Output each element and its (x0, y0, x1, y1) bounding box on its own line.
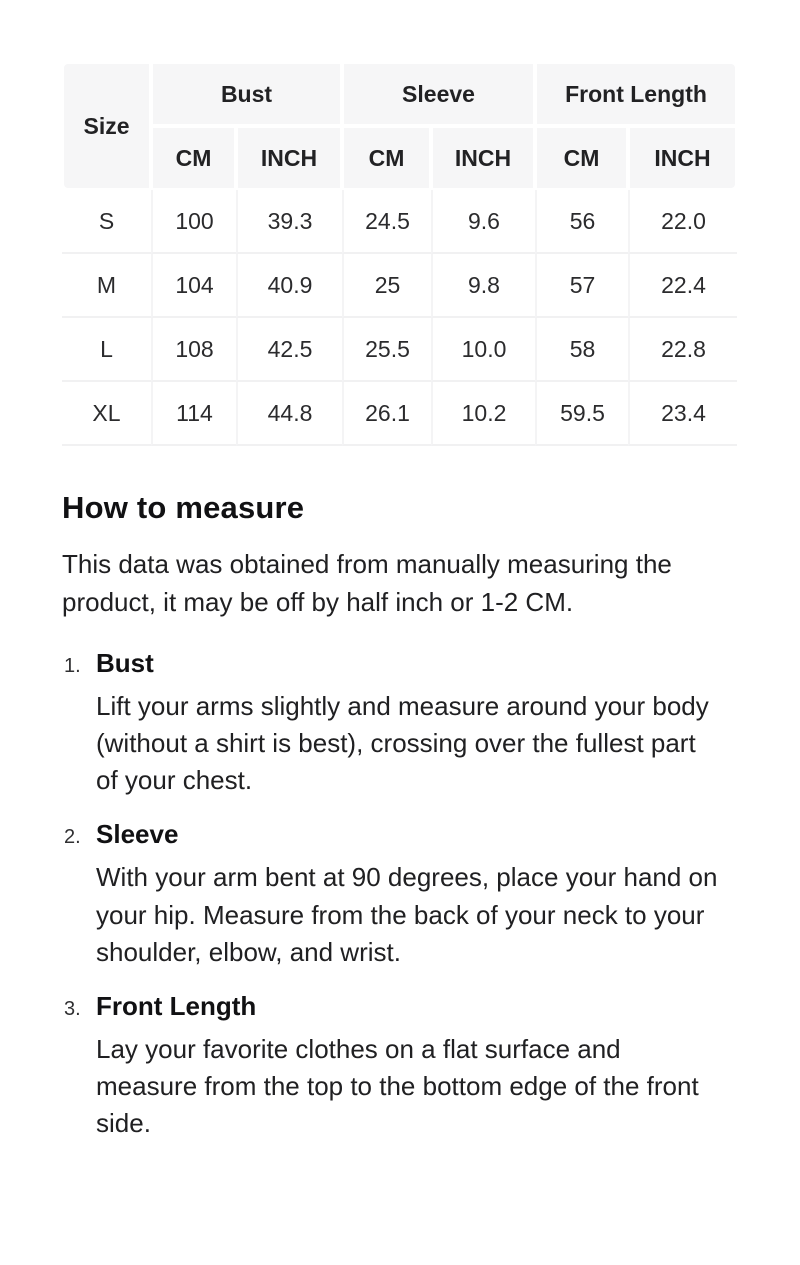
table-cell: 25.5 (342, 318, 431, 382)
step-heading (62, 991, 752, 1022)
measure-intro-text: This data was obtained from manually measuring the product, it may be off by half inch or 1-2 CM. (62, 549, 672, 617)
size-label: S (62, 190, 151, 254)
table-cell: 22.0 (628, 190, 737, 254)
table-cell: 9.8 (431, 254, 535, 318)
step-heading (62, 819, 752, 850)
table-cell: 104 (151, 254, 236, 318)
table-cell: 44.8 (236, 382, 342, 446)
measure-step-bust (62, 648, 752, 800)
table-cell: 59.5 (535, 382, 628, 446)
subcolumn-header-bust-inch: INCH (236, 126, 342, 190)
subcolumn-header-sleeve-inch: INCH (431, 126, 535, 190)
table-cell: 22.8 (628, 318, 737, 382)
table-cell: 26.1 (342, 382, 431, 446)
table-cell: 42.5 (236, 318, 342, 382)
step-title: Front Length (96, 990, 257, 1021)
table-cell: 39.3 (236, 190, 342, 254)
size-chart-page (0, 62, 800, 1265)
step-title: Sleeve (96, 819, 179, 850)
step-number: 1. (64, 654, 81, 677)
subcolumn-header-bust-cm: CM (151, 126, 236, 190)
measure-step-front-length (62, 991, 752, 1143)
column-header-sleeve: Sleeve (342, 62, 535, 126)
table-cell: 40.9 (236, 254, 342, 318)
table-cell: 10.0 (431, 318, 535, 382)
table-cell: 9.6 (431, 190, 535, 254)
table-cell: 56 (535, 190, 628, 254)
step-number: 2. (64, 826, 81, 849)
size-label: XL (62, 382, 151, 446)
size-label: L (62, 318, 151, 382)
measure-step-sleeve (62, 819, 752, 971)
how-to-measure-section (62, 490, 752, 1142)
column-header-bust: Bust (151, 62, 342, 126)
table-cell: 25 (342, 254, 431, 318)
table-subheader-row (62, 126, 737, 190)
step-description: With your arm bent at 90 degrees, place your hand on your hip. Measure from the back of your neck to your shoulder, elbow, and wrist. (96, 862, 718, 967)
table-cell: 100 (151, 190, 236, 254)
measure-steps-list (62, 648, 752, 1143)
subcolumn-header-sleeve-cm: CM (342, 126, 431, 190)
size-label: M (62, 254, 151, 318)
table-cell: 24.5 (342, 190, 431, 254)
subcolumn-header-front-length-cm: CM (535, 126, 628, 190)
table-cell: 108 (151, 318, 236, 382)
size-chart-table (62, 62, 737, 446)
section-title: How to measure (62, 490, 305, 525)
step-heading (62, 648, 752, 679)
step-number: 3. (64, 997, 81, 1020)
step-description: Lift your arms slightly and measure around your body (without a shirt is best), crossing over the fullest part of your chest. (96, 690, 709, 796)
table-row-xl (62, 382, 737, 446)
table-cell: 57 (535, 254, 628, 318)
table-cell: 23.4 (628, 382, 737, 446)
table-group-header-row (62, 62, 737, 126)
step-description: Lay your favorite clothes on a flat surface and measure from the top to the bottom edge of the front side. (96, 1033, 699, 1139)
step-title: Bust (96, 647, 154, 678)
table-cell: 22.4 (628, 254, 737, 318)
table-row-l (62, 318, 737, 382)
table-row-s (62, 190, 737, 254)
table-cell: 114 (151, 382, 236, 446)
column-header-size: Size (62, 62, 151, 190)
table-row-m (62, 254, 737, 318)
column-header-front-length: Front Length (535, 62, 737, 126)
subcolumn-header-front-length-inch: INCH (628, 126, 737, 190)
table-cell: 58 (535, 318, 628, 382)
table-cell: 10.2 (431, 382, 535, 446)
